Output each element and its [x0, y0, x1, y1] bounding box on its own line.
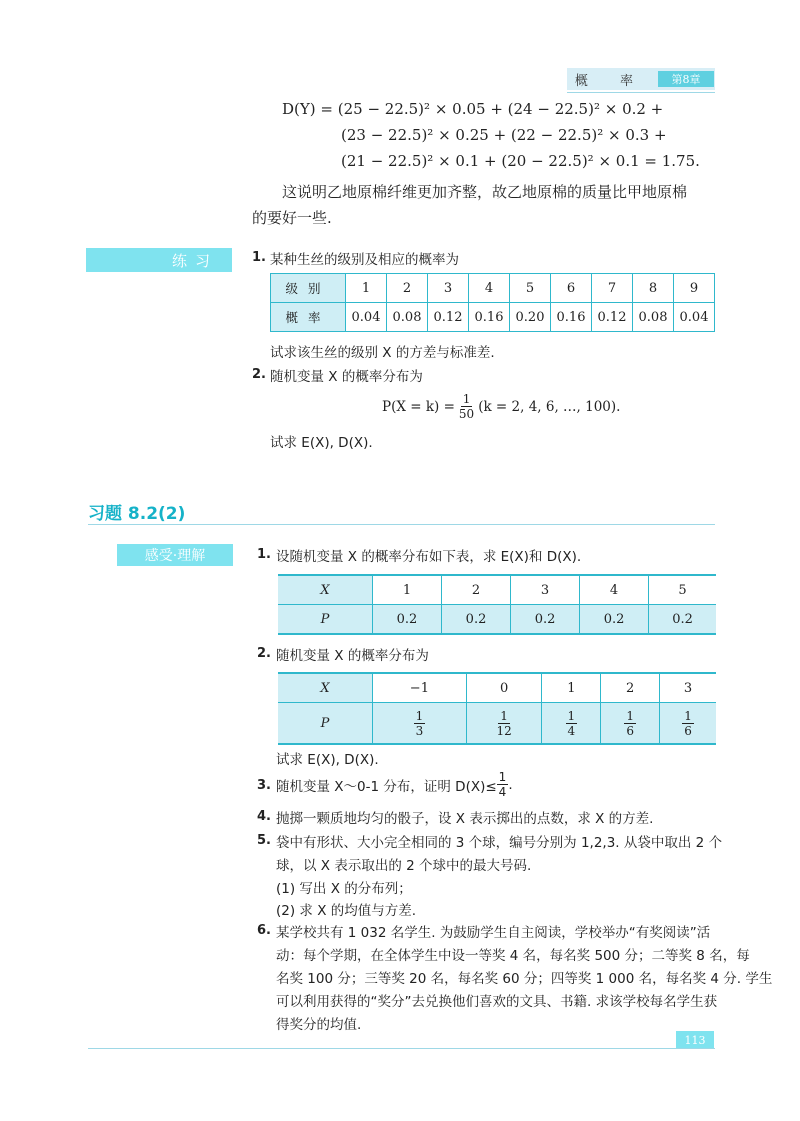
grade-cell: 6: [551, 274, 592, 303]
x-cell: 3: [660, 673, 716, 703]
ex-q6-line-4: 可以利用获得的“奖分”去兑换他们喜欢的文具、书籍. 求该学校每名学生获: [276, 994, 718, 1010]
fraction-numerator: 1: [498, 770, 507, 784]
p-denominator: 3: [415, 723, 424, 738]
ex-q4-text: 抛掷一颗质地均匀的骰子，设 X 表示掷出的点数，求 X 的方差.: [276, 811, 654, 827]
practice-q1-ask: 试求该生丝的级别 X 的方差与标准差.: [270, 345, 495, 361]
fraction-denominator: 4: [498, 785, 507, 799]
ex-q3-number: 3.: [257, 778, 271, 793]
p-cell: 0.2: [580, 605, 649, 635]
practice-q2-ask: 试求 E(X), D(X).: [270, 435, 373, 451]
practice-q2-number: 2.: [252, 367, 266, 382]
grade-cell: 2: [387, 274, 428, 303]
ex-q6-line-3: 名奖 100 分；三等奖 20 名，每名奖 60 分；四等奖 1 000 名，每名奖 4 分. 学生: [276, 971, 773, 987]
ex-q1-table: [278, 574, 716, 635]
probability-cell: 0.12: [428, 303, 469, 332]
exercise-title: 习题 8.2(2): [88, 504, 186, 524]
ex-q1-text: 设随机变量 X 的概率分布如下表，求 E(X)和 D(X).: [276, 549, 582, 565]
p-header: P: [278, 605, 373, 635]
probability-cell: 0.08: [387, 303, 428, 332]
p-cell: [373, 703, 467, 745]
practice-q2-text: 随机变量 X 的概率分布为: [270, 369, 423, 385]
probability-cell: 0.16: [551, 303, 592, 332]
grade-cell: 3: [428, 274, 469, 303]
header-rule: [567, 92, 715, 93]
ex-q3-fraction: [497, 771, 509, 798]
ex-q5-sub-2: (2) 求 X 的均值与方差.: [276, 903, 417, 919]
header-subject: 概 率: [574, 73, 648, 89]
conclusion-line-1: 这说明乙地原棉纤维更加齐整，故乙地原棉的质量比甲地原棉: [282, 183, 688, 201]
grade-cell: 9: [674, 274, 715, 303]
p-numerator: 1: [415, 708, 424, 723]
p-row: [278, 605, 716, 635]
practice-q1-number: 1.: [252, 250, 266, 265]
formula-left: P(X = k) =: [382, 398, 455, 415]
p-cell: [542, 703, 601, 745]
page-number: 113: [676, 1031, 714, 1049]
ex-q2-ask: 试求 E(X), D(X).: [276, 752, 379, 768]
practice-q2-formula: [382, 393, 620, 420]
grade-header: 级别: [271, 274, 346, 303]
ex-q6-line-1: 某学校共有 1 032 名学生. 为鼓励学生自主阅读，学校举办“有奖阅读”活: [276, 925, 711, 941]
conclusion-line-2: 的要好一些.: [252, 209, 332, 227]
p-denominator: 4: [567, 723, 576, 738]
exercise-title-rule: [88, 524, 715, 525]
ex-q1-number: 1.: [257, 547, 271, 562]
grade-cell: 7: [592, 274, 633, 303]
p-denominator: 6: [626, 723, 634, 738]
ex-q5-line-2: 球，以 X 表示取出的 2 个球中的最大号码.: [276, 858, 532, 874]
p-denominator: 6: [684, 723, 692, 738]
x-cell: 2: [601, 673, 660, 703]
fraction-denominator: 50: [458, 407, 475, 421]
x-row: [278, 575, 716, 605]
x-cell: 3: [511, 575, 580, 605]
ex-q2-number: 2.: [257, 646, 271, 661]
ex-q3-main: 随机变量 X～0-1 分布，证明 D(X)≤: [276, 778, 497, 795]
p-cell: [601, 703, 660, 745]
x-cell: 4: [580, 575, 649, 605]
dy-line-2: (23 − 22.5)² × 0.25 + (22 − 22.5)² × 0.3 +: [341, 126, 667, 144]
grade-cell: 4: [469, 274, 510, 303]
grade-cell: 1: [346, 274, 387, 303]
x-header: X: [278, 575, 373, 605]
formula-fraction: [459, 393, 474, 420]
header-chapter: 第8章: [658, 71, 714, 87]
probability-cell: 0.16: [469, 303, 510, 332]
ex-q5-number: 5.: [257, 833, 271, 848]
fraction-numerator: 1: [462, 392, 471, 406]
x-cell: 5: [649, 575, 716, 605]
ex-q2-text: 随机变量 X 的概率分布为: [276, 648, 429, 664]
probability-cell: 0.12: [592, 303, 633, 332]
footer-rule: [88, 1048, 715, 1049]
practice-label: 练习: [86, 248, 232, 272]
grade-cell: 8: [633, 274, 674, 303]
p-cell: 0.2: [649, 605, 716, 635]
ex-q6-line-5: 得奖分的均值.: [276, 1017, 362, 1033]
p-cell: 0.2: [373, 605, 442, 635]
ex-q6-number: 6.: [257, 923, 271, 938]
p-cell: [466, 703, 542, 745]
ex-q6-line-2: 动：每个学期，在全体学生中设一等奖 4 名，每名奖 500 分；二等奖 8 名，每: [276, 948, 750, 964]
p-cell: [660, 703, 716, 745]
p-numerator: 1: [626, 708, 634, 723]
x-header: X: [278, 673, 373, 703]
probability-header: 概率: [271, 303, 346, 332]
x-row: [278, 673, 716, 703]
x-cell: 2: [442, 575, 511, 605]
grade-row: [271, 274, 715, 303]
p-numerator: 1: [567, 708, 576, 723]
ex-q3-tail: .: [508, 776, 513, 793]
p-numerator: 1: [500, 708, 508, 723]
ex-q3-text: [276, 771, 513, 798]
dy-line-3: (21 − 22.5)² × 0.1 + (20 − 22.5)² × 0.1 = 1.75.: [341, 152, 700, 170]
exercise-label: 感受·理解: [117, 544, 233, 566]
probability-cell: 0.04: [674, 303, 715, 332]
p-denominator: 12: [496, 723, 512, 738]
x-cell: 0: [466, 673, 542, 703]
dy-line-1: D(Y) = (25 − 22.5)² × 0.05 + (24 − 22.5)² × 0.2 +: [282, 100, 664, 118]
probability-cell: 0.08: [633, 303, 674, 332]
grade-probability-table: [270, 273, 715, 332]
x-cell: 1: [373, 575, 442, 605]
p-numerator: 1: [684, 708, 692, 723]
ex-q2-table: [278, 672, 716, 745]
probability-row: [271, 303, 715, 332]
p-row: [278, 703, 716, 745]
grade-cell: 5: [510, 274, 551, 303]
p-cell: 0.2: [511, 605, 580, 635]
probability-cell: 0.20: [510, 303, 551, 332]
ex-q4-number: 4.: [257, 809, 271, 824]
ex-q5-sub-1: (1) 写出 X 的分布列；: [276, 881, 412, 897]
formula-right: (k = 2, 4, 6, …, 100).: [478, 398, 621, 415]
x-cell: −1: [373, 673, 467, 703]
x-cell: 1: [542, 673, 601, 703]
p-cell: 0.2: [442, 605, 511, 635]
p-header: P: [278, 703, 373, 745]
practice-q1-text: 某种生丝的级别及相应的概率为: [270, 252, 459, 268]
ex-q5-line-1: 袋中有形状、大小完全相同的 3 个球，编号分别为 1,2,3. 从袋中取出 2 个: [276, 835, 723, 851]
probability-cell: 0.04: [346, 303, 387, 332]
